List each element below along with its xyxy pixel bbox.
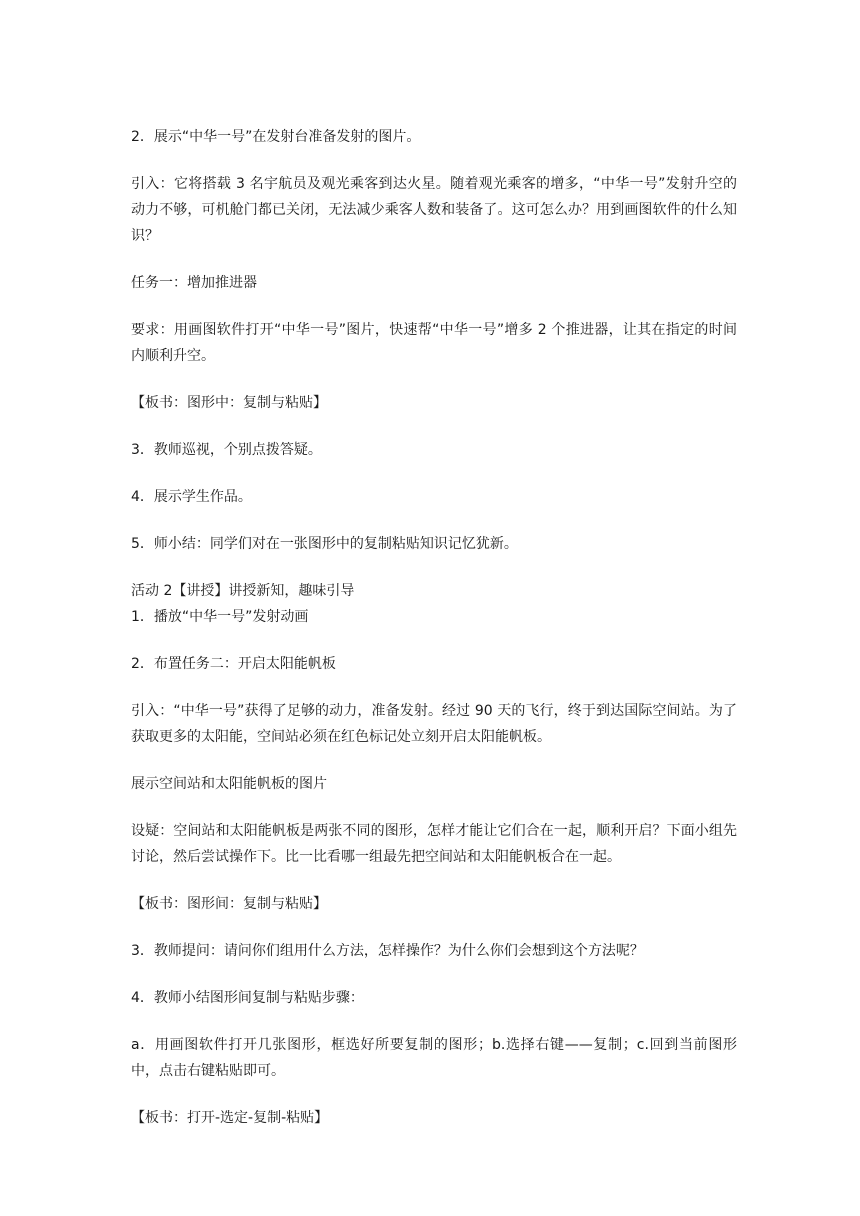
step-2-show-picture: 2．展示“中华一号”在发射台准备发射的图片。 [131, 129, 421, 145]
question-paragraph: 设疑：空间站和太阳能帆板是两张不同的图形，怎样才能让它们合在一起，顺利开启？下面小组先讨论，然后尝试操作下。比一比看哪一组最先把空间站和太阳能帆板合在一起。 [131, 823, 737, 865]
intro-paragraph-1: 引入：它将搭载 3 名宇航员及观光乘客到达火星。随着观光乘客的增多，“中华一号”发射升空的动力不够，可机舱门都已关闭，无法减少乘客人数和装备了。这可怎么办？用到画图软件的什么知识？ [131, 176, 737, 244]
copy-paste-steps: a．用画图软件打开几张图形，框选好所要复制的图形；b.选择右键——复制；c.回到当前图形中，点击右键粘贴即可。 [131, 1037, 737, 1079]
intro-paragraph-2: 引入：“中华一号”获得了足够的动力，准备发射。经过 90 天的飞行，终于到达国际空间站。为了获取更多的太阳能，空间站必须在红色标记处立刻开启太阳能帆板。 [131, 703, 737, 745]
task-one-requirement: 要求：用画图软件打开“中华一号”图片，快速帮“中华一号”增多 2 个推进器，让其在指定的时间内顺利升空。 [131, 322, 737, 364]
document-body [131, 124, 737, 1152]
activity-2-step-1: 1．播放“中华一号”发射动画 [131, 609, 309, 625]
board-note-1: 【板书：图形中：复制与粘贴】 [131, 395, 327, 411]
board-note-2: 【板书：图形间：复制与粘贴】 [131, 896, 327, 912]
board-note-3: 【板书：打开-选定-复制-粘贴】 [131, 1110, 329, 1126]
step-3-teacher-patrol: 3．教师巡视，个别点拨答疑。 [131, 442, 322, 458]
teacher-question: 3．教师提问：请问你们组用什么方法，怎样操作？为什么你们会想到这个方法呢？ [131, 943, 644, 959]
activity-2-heading: 活动 2【讲授】讲授新知，趣味引导 [131, 583, 355, 599]
step-4-show-work: 4．展示学生作品。 [131, 489, 252, 505]
teacher-summary-steps: 4．教师小结图形间复制与粘贴步骤： [131, 990, 364, 1006]
step-5-summary: 5．师小结：同学们对在一张图形中的复制粘贴知识记忆犹新。 [131, 536, 518, 552]
show-station-picture: 展示空间站和太阳能帆板的图片 [131, 776, 327, 792]
task-two-heading: 2．布置任务二：开启太阳能帆板 [131, 656, 336, 672]
task-one-heading: 任务一：增加推进器 [131, 275, 257, 291]
